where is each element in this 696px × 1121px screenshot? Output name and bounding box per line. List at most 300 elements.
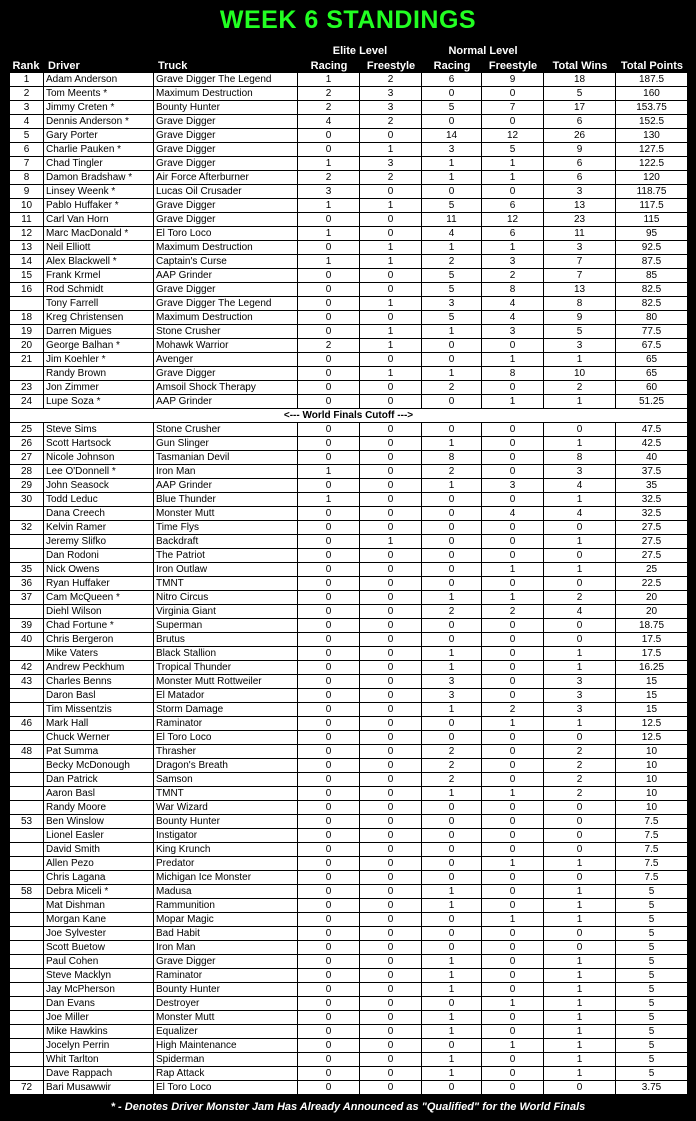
total-wins-cell: 9 [544, 311, 616, 325]
driver-cell: Bari Musawwir [44, 1081, 154, 1095]
total-points-cell: 7.5 [616, 857, 688, 871]
total-wins-cell: 8 [544, 297, 616, 311]
driver-cell: Linsey Weenk * [44, 185, 154, 199]
total-wins-cell: 0 [544, 941, 616, 955]
total-points-cell: 82.5 [616, 283, 688, 297]
elite-racing-cell: 0 [298, 871, 360, 885]
driver-cell: Darren Migues [44, 325, 154, 339]
total-points-cell: 5 [616, 1011, 688, 1025]
elite-freestyle-cell: 0 [360, 633, 422, 647]
rank-cell [10, 969, 44, 983]
normal-freestyle-cell: 0 [482, 493, 544, 507]
normal-freestyle-cell: 7 [482, 101, 544, 115]
rank-cell: 53 [10, 815, 44, 829]
total-wins-cell: 6 [544, 171, 616, 185]
total-points-cell: 95 [616, 227, 688, 241]
elite-freestyle-cell: 0 [360, 353, 422, 367]
elite-level-group-header: Elite Level [332, 45, 388, 57]
total-points-cell: 10 [616, 745, 688, 759]
rank-cell: 19 [10, 325, 44, 339]
rank-cell: 4 [10, 115, 44, 129]
elite-racing-cell: 0 [298, 297, 360, 311]
total-points-cell: 40 [616, 451, 688, 465]
truck-cell: Stone Crusher [154, 423, 298, 437]
normal-racing-cell: 1 [422, 899, 482, 913]
total-points-cell: 118.75 [616, 185, 688, 199]
normal-freestyle-cell: 0 [482, 633, 544, 647]
elite-freestyle-cell: 0 [360, 605, 422, 619]
total-points-cell: 5 [616, 913, 688, 927]
rank-cell [10, 871, 44, 885]
rank-cell: 7 [10, 157, 44, 171]
normal-freestyle-cell: 1 [482, 997, 544, 1011]
driver-cell: Jim Koehler * [44, 353, 154, 367]
truck-cell: Air Force Afterburner [154, 171, 298, 185]
truck-cell: Predator [154, 857, 298, 871]
rank-cell [10, 829, 44, 843]
elite-racing-cell: 0 [298, 661, 360, 675]
driver-cell: Scott Hartsock [44, 437, 154, 451]
elite-racing-cell: 0 [298, 745, 360, 759]
normal-racing-cell: 0 [422, 535, 482, 549]
table-row [10, 1067, 688, 1081]
normal-freestyle-cell: 3 [482, 255, 544, 269]
rank-cell [10, 1039, 44, 1053]
total-wins-cell: 2 [544, 787, 616, 801]
truck-cell: Stone Crusher [154, 325, 298, 339]
table-row [10, 535, 688, 549]
normal-racing-cell: 2 [422, 465, 482, 479]
truck-cell: Maximum Destruction [154, 241, 298, 255]
normal-racing-cell: 5 [422, 311, 482, 325]
driver-cell: David Smith [44, 843, 154, 857]
elite-freestyle-cell: 0 [360, 815, 422, 829]
elite-racing-cell: 0 [298, 843, 360, 857]
truck-header: Truck [158, 60, 188, 72]
total-wins-cell: 1 [544, 885, 616, 899]
normal-racing-cell: 3 [422, 689, 482, 703]
elite-racing-cell: 0 [298, 717, 360, 731]
truck-cell: Raminator [154, 717, 298, 731]
elite-racing-cell: 0 [298, 1011, 360, 1025]
rank-cell [10, 367, 44, 381]
table-row [10, 717, 688, 731]
elite-freestyle-cell: 0 [360, 745, 422, 759]
elite-racing-cell: 0 [298, 899, 360, 913]
table-row [10, 339, 688, 353]
table-row [10, 745, 688, 759]
elite-freestyle-cell: 0 [360, 381, 422, 395]
truck-cell: Blue Thunder [154, 493, 298, 507]
total-wins-cell: 0 [544, 731, 616, 745]
total-points-cell: 12.5 [616, 717, 688, 731]
normal-freestyle-cell: 0 [482, 899, 544, 913]
total-points-cell: 65 [616, 367, 688, 381]
total-wins-cell: 0 [544, 871, 616, 885]
driver-cell: Neil Elliott [44, 241, 154, 255]
elite-racing-cell: 0 [298, 927, 360, 941]
table-row [10, 647, 688, 661]
truck-cell: Equalizer [154, 1025, 298, 1039]
truck-cell: Raminator [154, 969, 298, 983]
normal-racing-cell: 0 [422, 493, 482, 507]
rank-cell: 25 [10, 423, 44, 437]
table-row [10, 759, 688, 773]
normal-freestyle-cell: 5 [482, 143, 544, 157]
normal-racing-cell: 3 [422, 143, 482, 157]
normal-racing-cell: 0 [422, 633, 482, 647]
elite-freestyle-cell: 0 [360, 269, 422, 283]
normal-racing-cell: 2 [422, 381, 482, 395]
rank-cell [10, 535, 44, 549]
normal-racing-cell: 5 [422, 283, 482, 297]
standings-table [9, 72, 688, 1095]
elite-freestyle-cell: 0 [360, 787, 422, 801]
total-points-cell: 87.5 [616, 255, 688, 269]
driver-cell: Randy Moore [44, 801, 154, 815]
elite-freestyle-cell: 1 [360, 367, 422, 381]
truck-cell: Tropical Thunder [154, 661, 298, 675]
normal-freestyle-cell: 0 [482, 689, 544, 703]
elite-racing-cell: 0 [298, 969, 360, 983]
normal-freestyle-cell: 0 [482, 983, 544, 997]
truck-cell: Iron Outlaw [154, 563, 298, 577]
driver-cell: Joe Sylvester [44, 927, 154, 941]
normal-racing-cell: 5 [422, 269, 482, 283]
total-wins-cell: 1 [544, 857, 616, 871]
truck-cell: Amsoil Shock Therapy [154, 381, 298, 395]
rank-cell: 30 [10, 493, 44, 507]
truck-cell: Monster Mutt [154, 1011, 298, 1025]
rank-cell: 39 [10, 619, 44, 633]
table-row [10, 367, 688, 381]
total-points-cell: 5 [616, 1039, 688, 1053]
table-row [10, 577, 688, 591]
elite-freestyle-cell: 0 [360, 1025, 422, 1039]
driver-cell: Morgan Kane [44, 913, 154, 927]
elite-freestyle-cell: 1 [360, 535, 422, 549]
normal-racing-cell: 0 [422, 815, 482, 829]
normal-freestyle-cell: 0 [482, 969, 544, 983]
elite-freestyle-cell: 0 [360, 759, 422, 773]
cutoff-row [10, 409, 688, 423]
total-wins-cell: 0 [544, 815, 616, 829]
truck-cell: Bounty Hunter [154, 101, 298, 115]
table-row [10, 731, 688, 745]
normal-freestyle-cell: 2 [482, 269, 544, 283]
elite-racing-header: Racing [310, 60, 348, 72]
rank-cell [10, 731, 44, 745]
table-row [10, 325, 688, 339]
driver-cell: Nicole Johnson [44, 451, 154, 465]
normal-racing-cell: 1 [422, 661, 482, 675]
elite-racing-cell: 0 [298, 395, 360, 409]
truck-cell: Grave Digger [154, 213, 298, 227]
elite-racing-cell: 0 [298, 703, 360, 717]
table-row [10, 801, 688, 815]
table-row [10, 773, 688, 787]
truck-cell: Brutus [154, 633, 298, 647]
total-points-cell: 77.5 [616, 325, 688, 339]
normal-freestyle-cell: 1 [482, 717, 544, 731]
normal-racing-cell: 1 [422, 367, 482, 381]
rank-cell: 2 [10, 87, 44, 101]
normal-racing-cell: 0 [422, 871, 482, 885]
driver-header: Driver [48, 60, 80, 72]
driver-cell: Lionel Easler [44, 829, 154, 843]
table-row [10, 227, 688, 241]
truck-cell: AAP Grinder [154, 479, 298, 493]
total-points-cell: 27.5 [616, 535, 688, 549]
total-points-cell: 153.75 [616, 101, 688, 115]
normal-racing-cell: 2 [422, 605, 482, 619]
table-row [10, 101, 688, 115]
rank-cell [10, 1053, 44, 1067]
table-row [10, 675, 688, 689]
normal-freestyle-cell: 3 [482, 325, 544, 339]
normal-freestyle-cell: 8 [482, 367, 544, 381]
table-row [10, 843, 688, 857]
truck-cell: Rammunition [154, 899, 298, 913]
driver-cell: Randy Brown [44, 367, 154, 381]
elite-racing-cell: 1 [298, 465, 360, 479]
total-wins-cell: 3 [544, 339, 616, 353]
total-wins-cell: 10 [544, 367, 616, 381]
normal-freestyle-cell: 1 [482, 591, 544, 605]
normal-racing-cell: 8 [422, 451, 482, 465]
normal-racing-cell: 2 [422, 759, 482, 773]
elite-racing-cell: 1 [298, 493, 360, 507]
rank-cell: 12 [10, 227, 44, 241]
normal-freestyle-cell: 4 [482, 311, 544, 325]
truck-cell: El Toro Loco [154, 1081, 298, 1095]
total-wins-header: Total Wins [552, 60, 608, 72]
elite-freestyle-cell: 2 [360, 73, 422, 87]
total-wins-cell: 1 [544, 535, 616, 549]
rank-cell: 36 [10, 577, 44, 591]
rank-cell [10, 1067, 44, 1081]
rank-cell: 9 [10, 185, 44, 199]
truck-cell: TMNT [154, 787, 298, 801]
total-points-cell: 51.25 [616, 395, 688, 409]
truck-cell: Dragon's Breath [154, 759, 298, 773]
elite-freestyle-cell: 0 [360, 563, 422, 577]
elite-racing-cell: 0 [298, 577, 360, 591]
total-points-cell: 127.5 [616, 143, 688, 157]
total-wins-cell: 2 [544, 745, 616, 759]
driver-cell: Damon Bradshaw * [44, 171, 154, 185]
truck-cell: Maximum Destruction [154, 87, 298, 101]
total-points-cell: 32.5 [616, 507, 688, 521]
elite-freestyle-cell: 0 [360, 185, 422, 199]
table-row [10, 381, 688, 395]
total-wins-cell: 7 [544, 255, 616, 269]
elite-freestyle-cell: 1 [360, 241, 422, 255]
table-row [10, 143, 688, 157]
elite-freestyle-cell: 0 [360, 689, 422, 703]
normal-racing-cell: 0 [422, 115, 482, 129]
driver-cell: Jon Zimmer [44, 381, 154, 395]
total-wins-cell: 0 [544, 829, 616, 843]
table-row [10, 1011, 688, 1025]
elite-freestyle-cell: 0 [360, 829, 422, 843]
table-row [10, 423, 688, 437]
normal-racing-cell: 1 [422, 171, 482, 185]
elite-racing-cell: 0 [298, 1039, 360, 1053]
driver-cell: Dana Creech [44, 507, 154, 521]
elite-freestyle-cell: 0 [360, 423, 422, 437]
truck-cell: Michigan Ice Monster [154, 871, 298, 885]
total-points-cell: 27.5 [616, 521, 688, 535]
driver-cell: Steve Sims [44, 423, 154, 437]
total-points-cell: 7.5 [616, 815, 688, 829]
elite-racing-cell: 0 [298, 647, 360, 661]
truck-cell: Bounty Hunter [154, 815, 298, 829]
truck-cell: Grave Digger [154, 283, 298, 297]
total-points-cell: 82.5 [616, 297, 688, 311]
normal-freestyle-cell: 1 [482, 171, 544, 185]
table-row [10, 913, 688, 927]
normal-racing-cell: 6 [422, 73, 482, 87]
rank-cell: 5 [10, 129, 44, 143]
table-row [10, 451, 688, 465]
total-points-cell: 5 [616, 941, 688, 955]
table-row [10, 1053, 688, 1067]
driver-cell: Diehl Wilson [44, 605, 154, 619]
driver-cell: Andrew Peckhum [44, 661, 154, 675]
elite-racing-cell: 1 [298, 255, 360, 269]
rank-cell [10, 549, 44, 563]
rank-header: Rank [12, 60, 40, 72]
normal-racing-cell: 0 [422, 857, 482, 871]
elite-racing-cell: 0 [298, 633, 360, 647]
driver-cell: Dan Rodoni [44, 549, 154, 563]
rank-cell: 16 [10, 283, 44, 297]
total-wins-cell: 0 [544, 521, 616, 535]
normal-racing-cell: 3 [422, 297, 482, 311]
normal-racing-cell: 11 [422, 213, 482, 227]
driver-cell: Carl Van Horn [44, 213, 154, 227]
normal-racing-cell: 0 [422, 185, 482, 199]
normal-racing-cell: 0 [422, 353, 482, 367]
total-points-cell: 5 [616, 1067, 688, 1081]
normal-freestyle-cell: 2 [482, 605, 544, 619]
total-points-cell: 7.5 [616, 829, 688, 843]
normal-racing-cell: 1 [422, 157, 482, 171]
rank-cell: 6 [10, 143, 44, 157]
truck-cell: Captain's Curse [154, 255, 298, 269]
rank-cell [10, 507, 44, 521]
elite-racing-cell: 2 [298, 339, 360, 353]
normal-freestyle-cell: 0 [482, 773, 544, 787]
driver-cell: Lupe Soza * [44, 395, 154, 409]
total-wins-cell: 1 [544, 437, 616, 451]
total-points-cell: 5 [616, 969, 688, 983]
total-wins-cell: 4 [544, 605, 616, 619]
normal-racing-cell: 1 [422, 1067, 482, 1081]
table-row [10, 591, 688, 605]
total-wins-cell: 7 [544, 269, 616, 283]
table-row [10, 633, 688, 647]
rank-cell: 40 [10, 633, 44, 647]
table-row [10, 73, 688, 87]
table-row [10, 255, 688, 269]
total-wins-cell: 4 [544, 479, 616, 493]
driver-cell: Joe Miller [44, 1011, 154, 1025]
driver-cell: Jocelyn Perrin [44, 1039, 154, 1053]
rank-cell [10, 927, 44, 941]
normal-racing-cell: 2 [422, 255, 482, 269]
elite-freestyle-cell: 0 [360, 451, 422, 465]
total-points-cell: 152.5 [616, 115, 688, 129]
elite-racing-cell: 0 [298, 283, 360, 297]
elite-racing-cell: 0 [298, 815, 360, 829]
total-points-cell: 32.5 [616, 493, 688, 507]
total-points-cell: 5 [616, 955, 688, 969]
table-row [10, 507, 688, 521]
total-points-cell: 10 [616, 801, 688, 815]
driver-cell: Tony Farrell [44, 297, 154, 311]
driver-cell: Chuck Werner [44, 731, 154, 745]
elite-freestyle-cell: 0 [360, 955, 422, 969]
world-finals-cutoff: <--- World Finals Cutoff ---> [10, 409, 688, 423]
normal-racing-cell: 1 [422, 325, 482, 339]
elite-freestyle-cell: 0 [360, 395, 422, 409]
elite-racing-cell: 2 [298, 87, 360, 101]
truck-cell: Monster Mutt Rottweiler [154, 675, 298, 689]
truck-cell: El Toro Loco [154, 731, 298, 745]
total-wins-cell: 0 [544, 619, 616, 633]
table-row [10, 563, 688, 577]
elite-freestyle-cell: 0 [360, 899, 422, 913]
rank-cell [10, 605, 44, 619]
rank-cell: 15 [10, 269, 44, 283]
normal-freestyle-header: Freestyle [488, 60, 538, 72]
total-points-cell: 15 [616, 689, 688, 703]
rank-cell [10, 1025, 44, 1039]
total-wins-cell: 1 [544, 647, 616, 661]
normal-racing-cell: 0 [422, 927, 482, 941]
elite-freestyle-cell: 0 [360, 227, 422, 241]
table-row [10, 241, 688, 255]
elite-freestyle-cell: 3 [360, 157, 422, 171]
driver-cell: Mark Hall [44, 717, 154, 731]
elite-freestyle-cell: 0 [360, 465, 422, 479]
elite-freestyle-cell: 3 [360, 101, 422, 115]
rank-cell: 32 [10, 521, 44, 535]
truck-cell: Maximum Destruction [154, 311, 298, 325]
total-points-cell: 7.5 [616, 871, 688, 885]
total-points-cell: 15 [616, 703, 688, 717]
truck-cell: Grave Digger [154, 955, 298, 969]
truck-cell: Virginia Giant [154, 605, 298, 619]
normal-freestyle-cell: 0 [482, 423, 544, 437]
rank-cell: 13 [10, 241, 44, 255]
table-row [10, 899, 688, 913]
elite-freestyle-cell: 0 [360, 437, 422, 451]
normal-freestyle-cell: 0 [482, 927, 544, 941]
elite-racing-cell: 0 [298, 997, 360, 1011]
driver-cell: Ryan Huffaker [44, 577, 154, 591]
rank-cell [10, 857, 44, 871]
total-points-cell: 20 [616, 605, 688, 619]
total-points-cell: 130 [616, 129, 688, 143]
total-wins-cell: 3 [544, 185, 616, 199]
table-row [10, 493, 688, 507]
total-wins-cell: 18 [544, 73, 616, 87]
normal-freestyle-cell: 0 [482, 731, 544, 745]
elite-racing-cell: 0 [298, 507, 360, 521]
